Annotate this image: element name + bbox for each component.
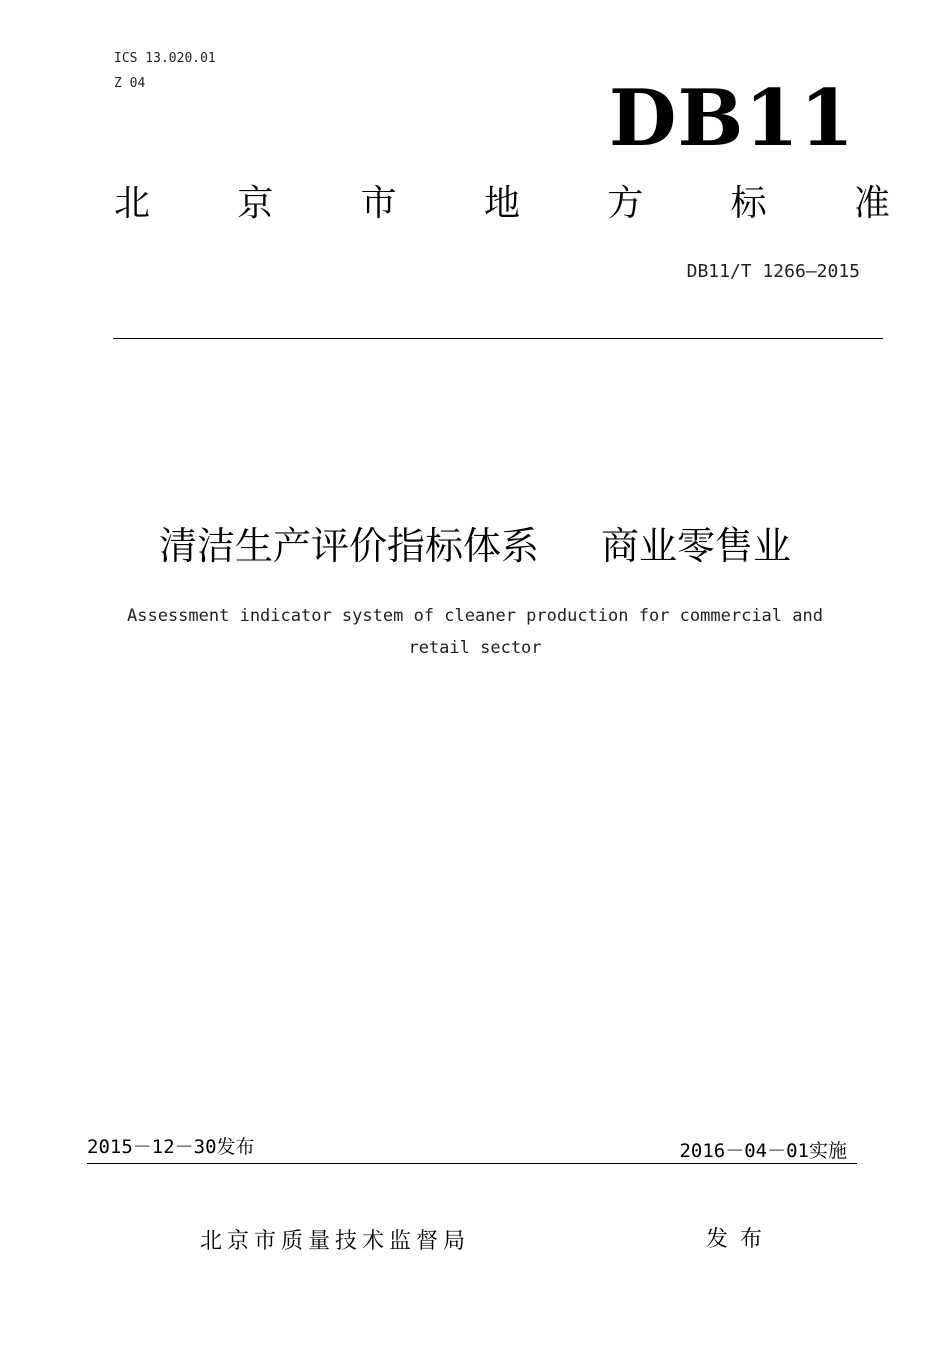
implement-label: 实施 — [808, 1140, 847, 1162]
chinese-title-part2: 商业零售业 — [601, 524, 792, 568]
standard-type-char: 地 — [483, 183, 520, 224]
ics-code: ICS 13.020.01 — [114, 51, 216, 66]
standard-type-char: 北 — [114, 183, 151, 224]
chinese-title — [0, 515, 950, 570]
standard-type-char: 标 — [730, 183, 767, 224]
standard-type-char: 京 — [237, 183, 274, 224]
db11-logo: DB11 — [608, 73, 855, 164]
standard-code: DB11/T 1266—2015 — [686, 261, 860, 282]
issuing-authority: 北京市质量技术监督局 — [200, 1229, 471, 1254]
issue-date: 2015－12－30 — [87, 1136, 217, 1158]
classification-code: Z 04 — [114, 76, 146, 91]
top-divider — [113, 338, 883, 339]
bottom-divider — [87, 1163, 857, 1164]
standard-type-char: 准 — [853, 183, 890, 224]
issued-label: 发布 — [706, 1227, 775, 1252]
standard-type-heading — [114, 183, 890, 224]
standard-type-char: 方 — [607, 183, 644, 224]
implement-date: 2016－04－01 — [679, 1140, 809, 1162]
chinese-title-part1: 清洁生产评价指标体系 — [158, 524, 539, 568]
english-title: Assessment indicator system of cleaner production for commercial and retail sector — [127, 606, 823, 658]
issue-date-line — [87, 1132, 255, 1159]
standard-type-char: 市 — [360, 183, 397, 224]
implement-date-line — [679, 1136, 847, 1163]
issue-label: 发布 — [216, 1136, 255, 1158]
